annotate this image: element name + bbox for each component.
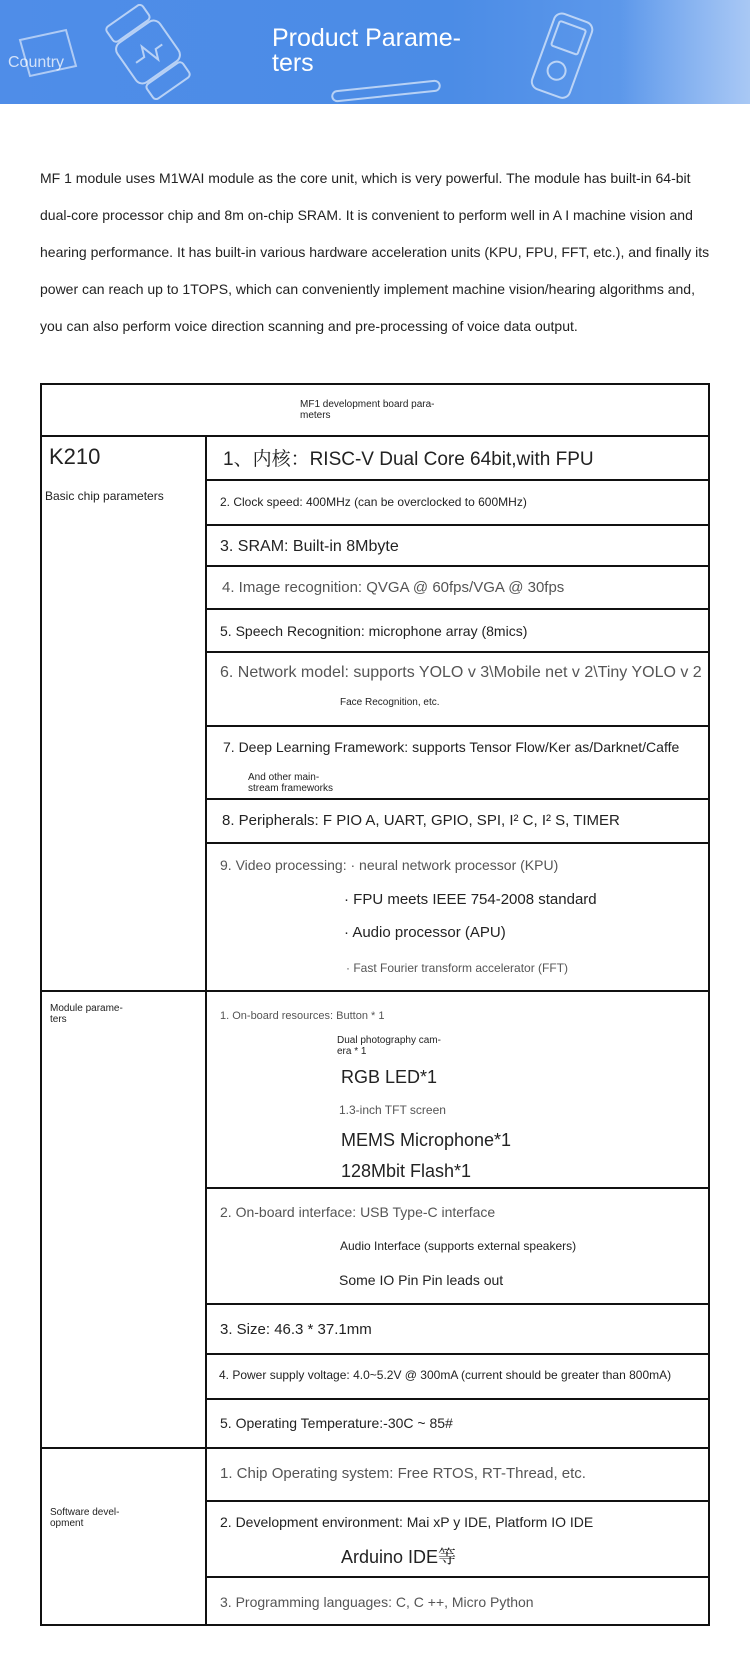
chip-row-8: 8. Peripherals: F PIO A, UART, GPIO, SPI, I² C, I² S, TIMER	[222, 812, 620, 829]
module-row-5: 5. Operating Temperature:-30C ~ 85#	[220, 1415, 453, 1431]
row-divider	[205, 1353, 708, 1355]
chip-row-9-fft: · Fast Fourier transform accelerator (FFT)	[346, 961, 569, 975]
module-row-1-flash: 128Mbit Flash*1	[341, 1161, 472, 1181]
page-title: Product Parame- ters	[272, 24, 461, 77]
banner-watermark: Country	[8, 54, 65, 71]
module-row-2-io: Some IO Pin Pin leads out	[339, 1272, 504, 1288]
module-row-1-led: RGB LED*1	[341, 1067, 438, 1087]
software-row-2: 2. Development environment: Mai xP y IDE, Platform IO IDE	[220, 1514, 594, 1530]
cable-icon	[326, 78, 446, 104]
row-divider	[205, 1187, 708, 1189]
row-divider	[205, 842, 708, 844]
row-divider	[205, 725, 708, 727]
row-divider	[205, 479, 708, 481]
row-divider	[205, 1398, 708, 1400]
column-divider	[205, 435, 207, 1624]
module-row-1-mic: MEMS Microphone*1	[341, 1130, 512, 1150]
intro-paragraph: MF 1 module uses M1WAI module as the core unit, which is very powerful. The module has built-in 64-bit dual-core processor chip and 8m on-chip SRAM. It is convenient to perform well in A I machine vision and hearing performance. It has built-in various hardware acceleration units (KPU, FPU, FFT, etc.), and finally its power can reach up to 1TOPS, which can conveniently implement machine vision/hearing algorithms and, you can also perform voice direction scanning and pre-processing of voice data output.	[40, 170, 710, 334]
row-divider	[205, 1576, 708, 1578]
chip-row-7-extra: And other main- stream frameworks	[248, 772, 334, 794]
chip-row-5: 5. Speech Recognition: microphone array (8mics)	[220, 623, 528, 639]
row-divider	[205, 1303, 708, 1305]
row-divider	[42, 1447, 708, 1449]
software-row-3: 3. Programming languages: C, C ++, Micro Python	[220, 1594, 534, 1610]
row-divider	[205, 798, 708, 800]
software-row-2-arduino: Arduino IDE等	[341, 1547, 457, 1567]
chip-row-2: 2. Clock speed: 400MHz (can be overclocked to 600MHz)	[220, 495, 527, 509]
chip-row-9: 9. Video processing: · neural network processor (KPU)	[220, 857, 559, 873]
module-row-1-camera: Dual photography cam- era * 1	[337, 1035, 441, 1057]
software-section-label: Software devel- opment	[50, 1507, 120, 1529]
mp3-player-icon	[528, 10, 598, 102]
row-divider	[205, 524, 708, 526]
software-row-1: 1. Chip Operating system: Free RTOS, RT-Thread, etc.	[220, 1465, 586, 1482]
module-row-1: 1. On-board resources: Button * 1	[220, 1010, 385, 1022]
chip-row-9-fpu: · FPU meets IEEE 754-2008 standard	[344, 891, 597, 908]
chip-row-9-apu: · Audio processor (APU)	[344, 924, 506, 941]
chip-row-4: 4. Image recognition: QVGA @ 60fps/VGA @ 30fps	[222, 579, 565, 596]
module-row-3: 3. Size: 46.3 * 37.1mm	[220, 1321, 372, 1338]
row-divider	[205, 608, 708, 610]
module-row-1-screen: 1.3-inch TFT screen	[339, 1103, 446, 1117]
row-divider	[42, 990, 708, 992]
module-row-2-audio: Audio Interface (supports external speakers)	[340, 1239, 577, 1253]
chip-section-label: Basic chip parameters	[45, 489, 164, 503]
module-row-4: 4. Power supply voltage: 4.0~5.2V @ 300mA (current should be greater than 800mA)	[219, 1368, 672, 1382]
table-header: MF1 development board para- meters	[300, 399, 435, 421]
chip-name: K210	[49, 444, 101, 469]
row-divider	[205, 651, 708, 653]
chip-row-7: 7. Deep Learning Framework: supports Tensor Flow/Ker as/Darknet/Caffe	[223, 739, 680, 755]
chip-row-6-extra: Face Recognition, etc.	[340, 697, 440, 708]
row-divider	[42, 435, 708, 437]
smartwatch-icon	[100, 4, 196, 100]
module-row-2: 2. On-board interface: USB Type-C interface	[220, 1204, 496, 1220]
parameters-table	[40, 383, 710, 1626]
chip-row-6: 6. Network model: supports YOLO v 3\Mobile net v 2\Tiny YOLO v 2	[220, 664, 702, 681]
chip-row-3: 3. SRAM: Built-in 8Mbyte	[220, 538, 399, 555]
banner-right-shade	[620, 0, 750, 104]
chip-row-1: 1、内核：RISC-V Dual Core 64bit,with FPU	[223, 449, 594, 470]
module-section-label: Module parame- ters	[50, 1003, 123, 1025]
row-divider	[205, 565, 708, 567]
row-divider	[205, 1500, 708, 1502]
header-banner	[0, 0, 750, 104]
